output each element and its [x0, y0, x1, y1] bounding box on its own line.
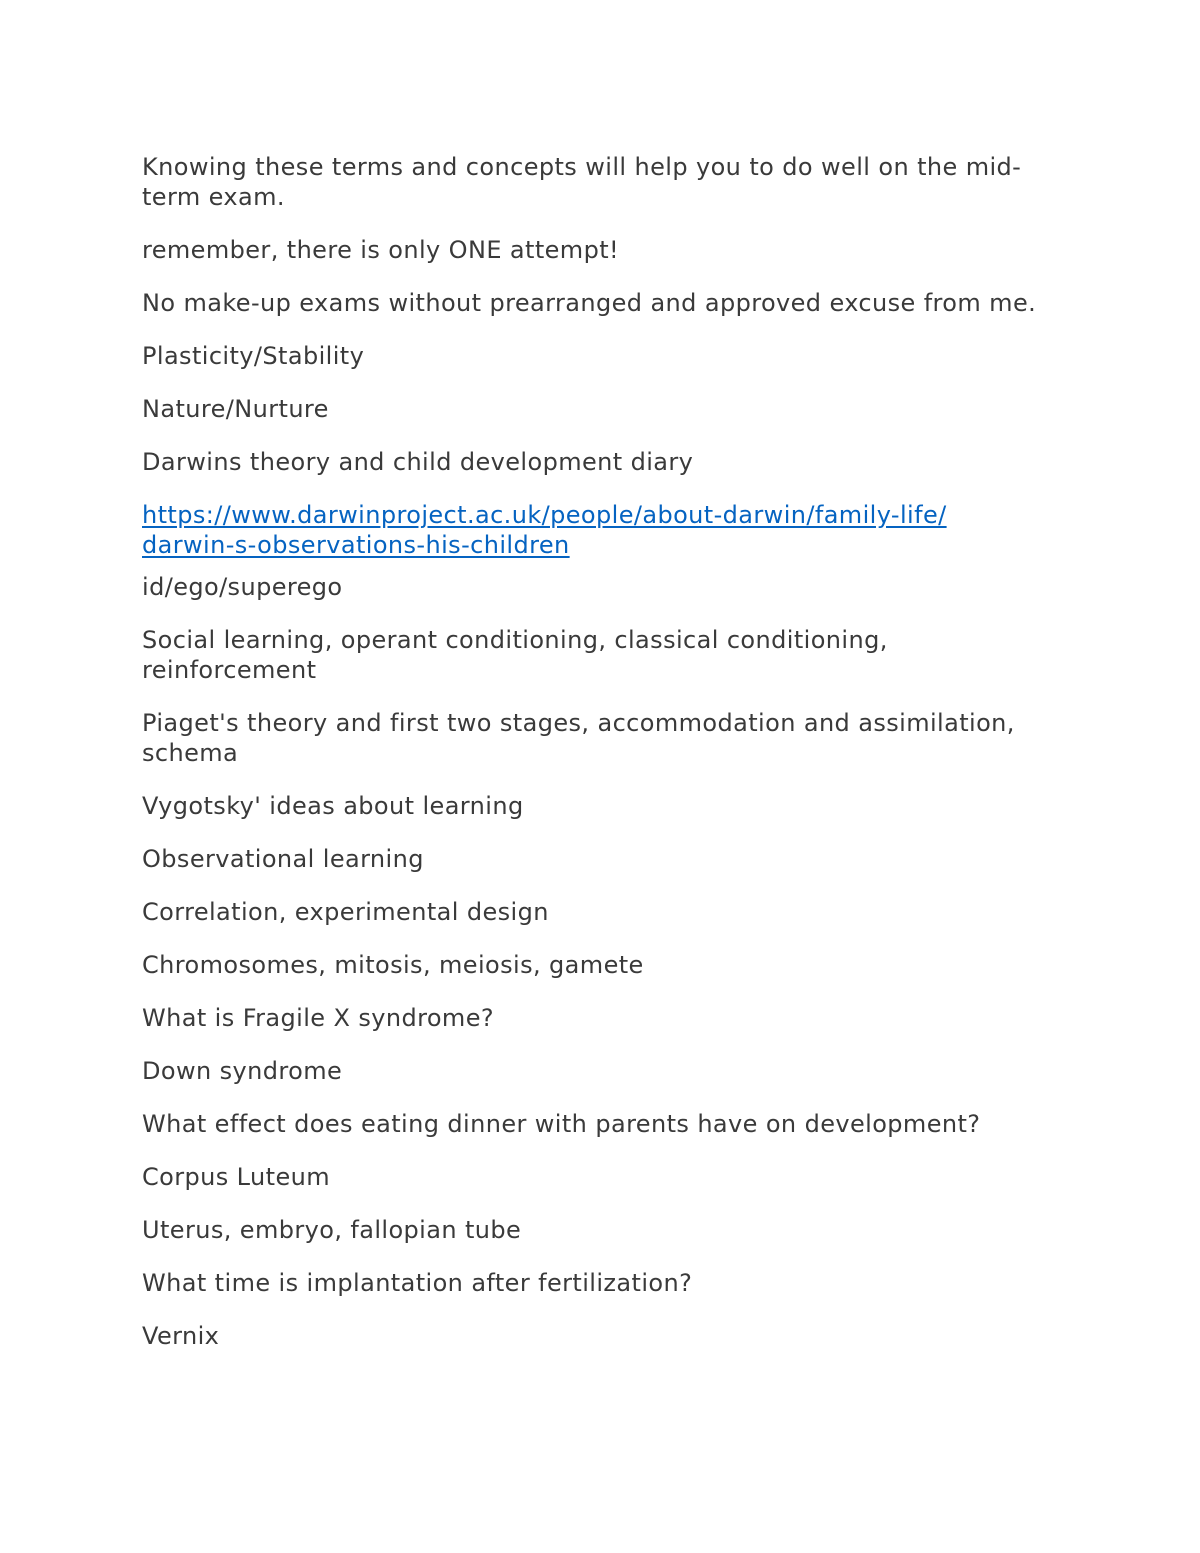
- term-item: What time is implantation after fertilization?: [142, 1269, 693, 1297]
- term-item: Darwins theory and child development diary: [142, 448, 694, 476]
- intro-paragraph: Knowing these terms and concepts will help you to do well on the mid-term exam.: [142, 153, 1022, 211]
- document-body: [142, 152, 1042, 1374]
- term-item: Observational learning: [142, 845, 424, 873]
- term-item: Social learning, operant conditioning, classical conditioning, reinforcement: [142, 626, 888, 684]
- makeup-notice-paragraph: No make-up exams without prearranged and approved excuse from me.: [142, 289, 1037, 317]
- term-item: Piaget's theory and first two stages, accommodation and assimilation, schema: [142, 709, 1015, 767]
- term-item: What effect does eating dinner with parents have on development?: [142, 1110, 981, 1138]
- term-item: Vernix: [142, 1322, 220, 1350]
- darwin-link-line-2: darwin-s-observations-his-children: [142, 531, 570, 559]
- term-item: Vygotsky' ideas about learning: [142, 792, 524, 820]
- darwin-link-paragraph: [142, 500, 1042, 560]
- term-item: Down syndrome: [142, 1057, 343, 1085]
- term-item: Uterus, embryo, fallopian tube: [142, 1216, 522, 1244]
- reminder-paragraph: remember, there is only ONE attempt!: [142, 236, 620, 264]
- term-item: id/ego/superego: [142, 573, 343, 601]
- term-item: Corpus Luteum: [142, 1163, 331, 1191]
- term-item: Chromosomes, mitosis, meiosis, gamete: [142, 951, 644, 979]
- darwin-project-link[interactable]: [142, 500, 1042, 560]
- term-item: What is Fragile X syndrome?: [142, 1004, 495, 1032]
- term-item: Nature/Nurture: [142, 395, 329, 423]
- term-item: Correlation, experimental design: [142, 898, 549, 926]
- darwin-link-line-1: https://www.darwinproject.ac.uk/people/about-darwin/family-life/: [142, 501, 947, 529]
- term-item: Plasticity/Stability: [142, 342, 365, 370]
